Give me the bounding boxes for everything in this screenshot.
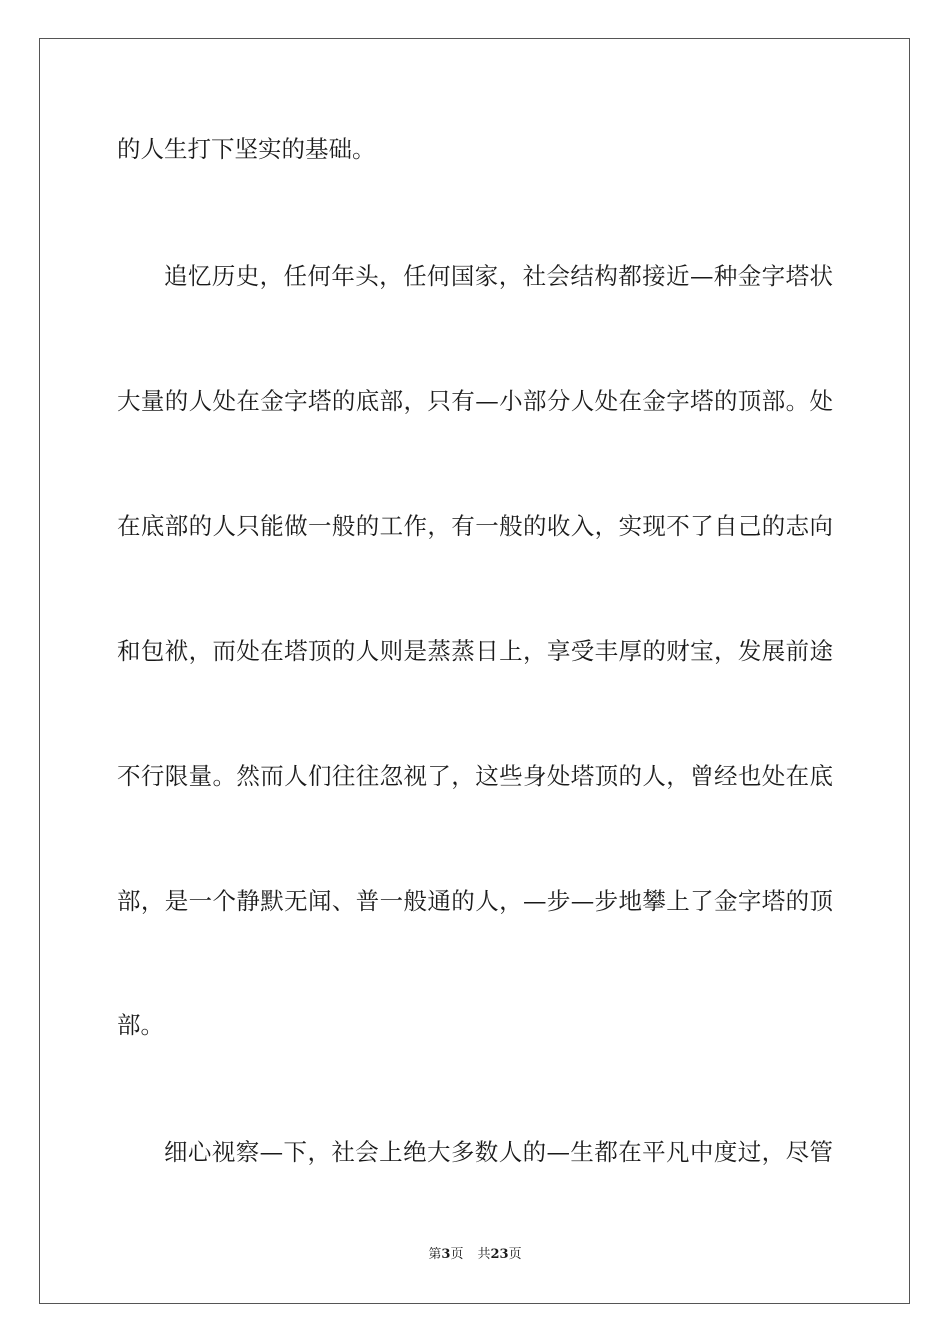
text-line: 大量的人处在金字塔的底部，只有—小部分人处在金字塔的顶部。处: [117, 387, 833, 415]
text-line: 追忆历史，任何年头，任何国家，社会结构都接近—种金字塔状: [164, 262, 833, 290]
page-frame: [39, 38, 910, 1304]
page-footer: [0, 1246, 950, 1264]
text-line: 部。: [117, 1011, 164, 1039]
footer-total-pages: 23: [490, 1247, 509, 1262]
text-line: 部，是一个静默无闻、普一般通的人，—步—步地攀上了金字塔的顶: [117, 887, 833, 915]
text-line: 在底部的人只能做一般的工作，有一般的收入，实现不了自己的志向: [117, 512, 833, 540]
text-line: 细心视察—下，社会上绝大多数人的—生都在平凡中度过，尽管: [164, 1138, 833, 1166]
footer-page-suffix: 页: [450, 1247, 464, 1262]
footer-page-number: 3: [441, 1247, 451, 1262]
footer-page-prefix: 第: [428, 1247, 442, 1262]
text-line: 的人生打下坚实的基础。: [117, 135, 376, 163]
text-line: 和包袱，而处在塔顶的人则是蒸蒸日上，享受丰厚的财宝，发展前途: [117, 637, 833, 665]
footer-total-prefix: 共: [477, 1247, 491, 1262]
footer-total-suffix: 页: [508, 1247, 522, 1262]
text-line: 不行限量。然而人们往往忽视了，这些身处塔顶的人，曾经也处在底: [117, 762, 833, 790]
